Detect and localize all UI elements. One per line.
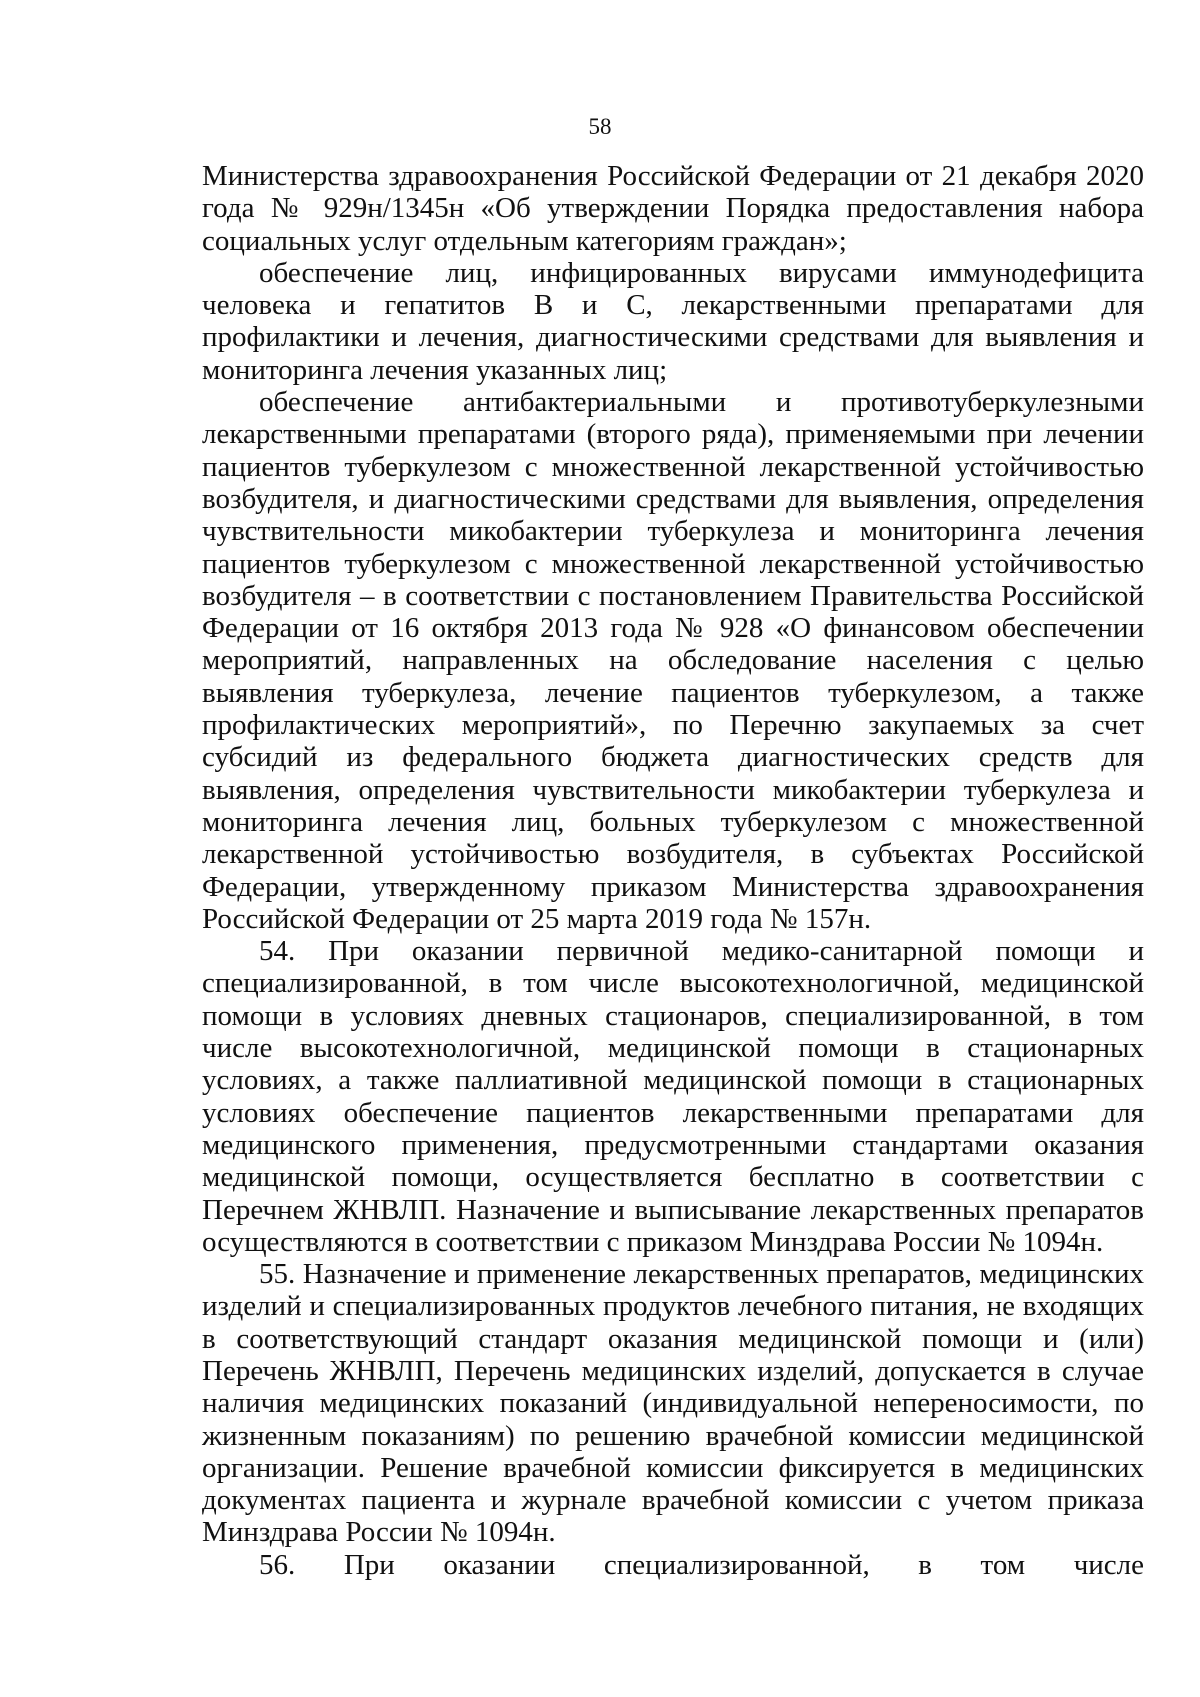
paragraph-text: обеспечение антибактериальными и противотуберкулезными лекарственными препаратами (второго ряда), применяемыми при лечении пациентов туберкулезом с множественной лекарственной устойчивостью возбудителя, и диагностическими средствами для выявления, определения чувствительности микобактерии туберкулеза и мониторинга лечения пациентов туберкулезом с множественной лекарственной устойчивостью возбудителя – в соответствии с постановлением Правительства Российской Федерации от 16 октября 2013 года № 928 «О финансовом обеспечении мероприятий, направленных на обследование населения с целью выявления туберкулеза, лечение пациентов туберкулезом, а также профилактических мероприятий», по Перечню закупаемых за счет субсидий из федерального бюджета диагностических средств для выявления, определения чувствительности микобактерии туберкулеза и мониторинга лечения лиц, больных туберкулезом с множественной лекарственной устойчивостью возбудителя, в субъектах Российской Федерации, утвержденному приказом Министерства здравоохранения Российской Федерации от 25 марта 2019 года № 157н.	[202, 386, 1144, 935]
paragraph-text: При оказании специализированной, в том числе	[343, 1548, 1145, 1581]
paragraph-text: обеспечение лиц, инфицированных вирусами иммунодефицита человека и гепатитов B и C, лекарственными препаратами для профилактики и лечения, диагностическими средствами для выявления и мониторинга лечения указанных лиц;	[202, 256, 1144, 386]
paragraph-item-55	[202, 1258, 1144, 1549]
item-number: 54.	[259, 935, 296, 968]
paragraph-text: При оказании первичной медико-санитарной помощи и специализированной, в том числе высокотехнологичной, медицинской помощи в условиях дневных стационаров, специализированной, в том числе высокотехнологичной, медицинской помощи в стационарных условиях, а также паллиативной медицинской помощи в стационарных условиях обеспечение пациентов лекарственными препаратами для медицинского применения, предусмотренными стандартами оказания медицинской помощи, осуществляется бесплатно в соответствии с Перечнем ЖНВЛП. Назначение и выписывание лекарственных препаратов осуществляются в соответствии с приказом Минздрава России № 1094н.	[202, 935, 1145, 1258]
paragraph-text: Министерства здравоохранения Российской Федерации от 21 декабря 2020 года № 929н/1345н «Об утверждении Порядка предоставления набора социальных услуг отдельным категориям граждан»;	[202, 160, 1144, 257]
item-number: 56.	[259, 1548, 296, 1581]
paragraph-hiv-hepatitis	[202, 257, 1144, 386]
page-number: 58	[588, 114, 612, 139]
document-body	[202, 160, 1144, 1581]
item-number: 55.	[259, 1258, 296, 1291]
paragraph-continuation	[202, 160, 1144, 257]
paragraph-item-56	[202, 1549, 1144, 1581]
paragraph-tuberculosis	[202, 386, 1144, 935]
paragraph-text: Назначение и применение лекарственных препаратов, медицинских изделий и специализированных продуктов лечебного питания, не входящих в соответствующий стандарт оказания медицинской помощи и (или) Перечень ЖНВЛП, Перечень медицинских изделий, допускается в случае наличия медицинских показаний (индивидуальной непереносимости, по жизненным показаниям) по решению врачебной комиссии медицинской организации. Решение врачебной комиссии фиксируется в медицинских документах пациента и журнале врачебной комиссии с учетом приказа Минздрава России № 1094н.	[202, 1258, 1144, 1549]
paragraph-item-54	[202, 935, 1144, 1258]
